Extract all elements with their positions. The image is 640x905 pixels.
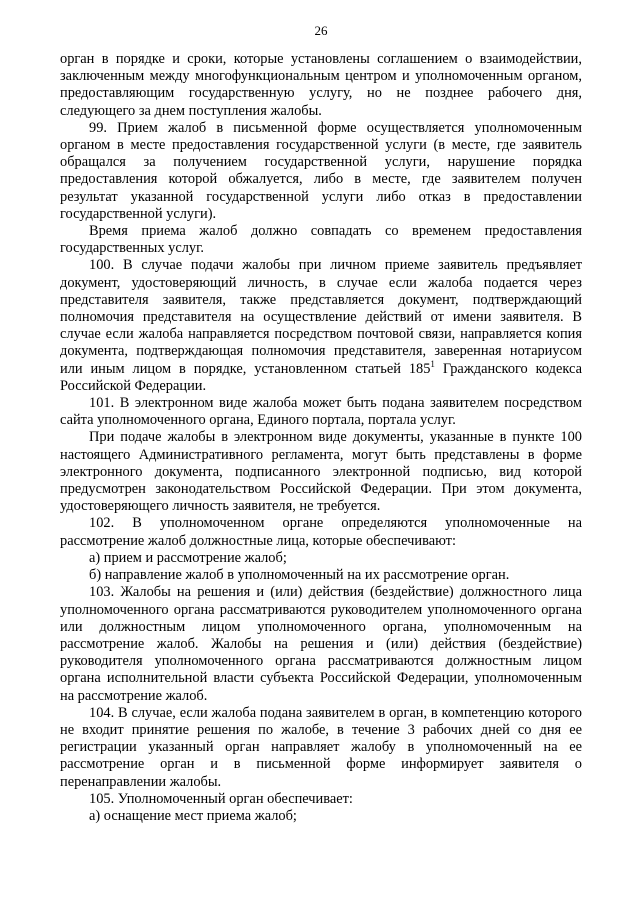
paragraph-103: 103. Жалобы на решения и (или) действия (бездействие) должностного лица уполномоченного органа рассматриваются руководителем уполномоченного органа или должностным лицом уполномоченного органа, уполномоченным на рассмотрение жалоб. Жалобы на решения и (или) действия (бездействие) руководителя уполномоченного органа рассматриваются должностным лицом органа исполнительной власти субъекта Российской Федерации, уполномоченным на рассмотрение жалоб.	[60, 584, 582, 704]
paragraph-100-text: 100. В случае подачи жалобы при личном приеме заявитель предъявляет документ, удостоверяющий личность, в случае если жалоба подается через представителя заявителя, также представляется документ, подтверждающий полномочия представителя на осуществление действий от имени заявителя. В случае если жалоба направляется посредством почтовой связи, направляется копия документа, подтверждающая полномочия представителя, заверенная нотариусом или иным лицом в порядке, установленном статьей 185	[60, 257, 582, 377]
paragraph-101: 101. В электронном виде жалоба может быть подана заявителем посредством сайта уполномоченного органа, Единого портала, портала услуг.	[60, 395, 582, 429]
list-item-b: б) направление жалоб в уполномоченный на их рассмотрение орган.	[89, 567, 510, 584]
paragraph-continuation: орган в порядке и сроки, которые установлены соглашением о взаимодействии, заключенным между многофункциональным центром и уполномоченным органом, предоставляющим государственную услугу, но не позднее рабочего дня, следующего за днем поступления жалобы.	[60, 51, 582, 119]
paragraph-99: 99. Прием жалоб в письменной форме осуществляется уполномоченным органом в месте предоставления государственной услуги (в месте, где заявитель обращался за получением государственной услуги, нарушение порядка предоставления которой обжалуется, либо в месте, где заявителем получен результат указанной государственной услуги либо отказ в предоставлении государственной услуги).	[60, 119, 582, 222]
paragraph-102: 102. В уполномоченном органе определяются уполномоченные на рассмотрение жалоб должностные лица, которые обеспечивают:	[60, 515, 582, 549]
list-item-105-a: а) оснащение мест приема жалоб;	[89, 807, 297, 824]
paragraph-100	[60, 257, 582, 395]
list-item-a: а) прием и рассмотрение жалоб;	[89, 549, 287, 566]
paragraph-105: 105. Уполномоченный орган обеспечивает:	[89, 790, 353, 807]
page-number: 26	[314, 23, 328, 38]
paragraph-104: 104. В случае, если жалоба подана заявителем в орган, в компетенцию которого не входит принятие решения по жалобе, в течение 3 рабочих дней со дня ее регистрации указанный орган направляет жалобу в уполномоченный на ее рассмотрение орган и в письменной форме информирует заявителя о перенаправлении жалобы.	[60, 704, 582, 790]
paragraph-101-electronic: При подаче жалобы в электронном виде документы, указанные в пункте 100 настоящего Административного регламента, могут быть представлены в форме электронного документа, подписанного электронной подписью, вид которой предусмотрен законодательством Российской Федерации. При этом документа, удостоверяющего личность заявителя, не требуется.	[60, 429, 582, 515]
footnote-superscript: 1	[430, 358, 435, 369]
paragraph-100-tail: Гражданского кодекса Российской Федерации.	[60, 360, 582, 394]
paragraph-99-time: Время приема жалоб должно совпадать со временем предоставления государственных услуг.	[60, 223, 582, 257]
document-body	[60, 51, 582, 825]
